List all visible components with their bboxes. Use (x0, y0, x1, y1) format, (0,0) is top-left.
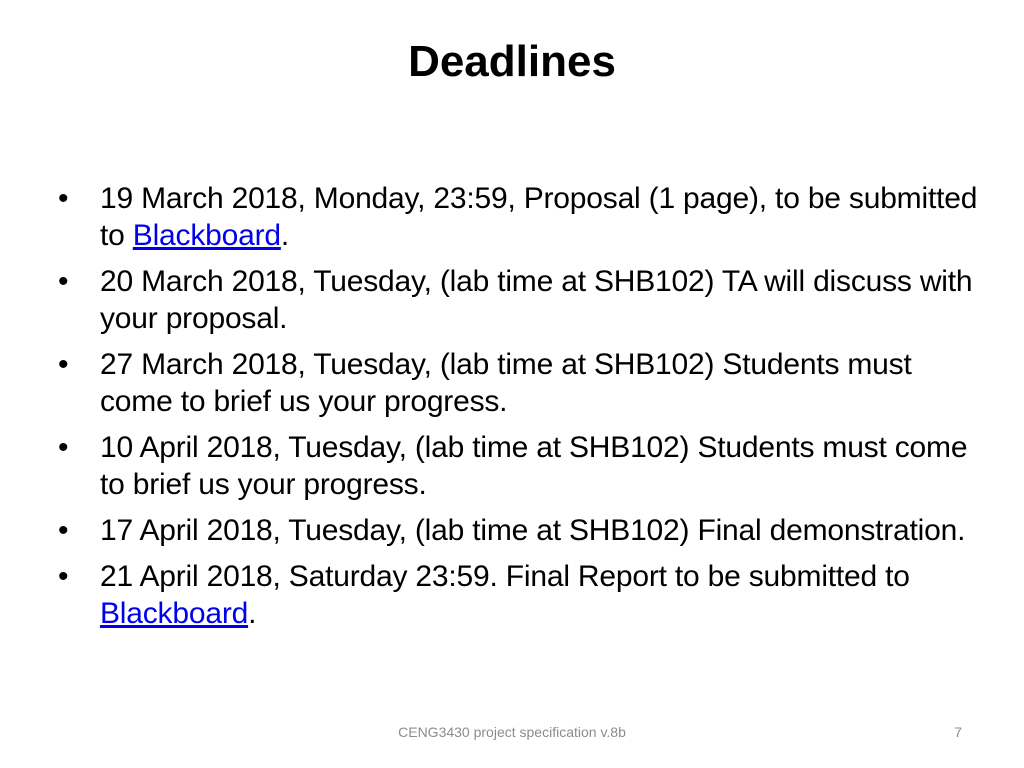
deadline-text: 19 March 2018, Monday, 23:59, Proposal (1 page), to be submitted to (100, 182, 978, 252)
deadline-item (58, 346, 978, 420)
bullet-icon: • (58, 265, 69, 298)
deadline-text: 20 March 2018, Tuesday, (lab time at SHB102) TA will discuss with your proposal. (100, 265, 973, 335)
deadline-text: 21 April 2018, Saturday 23:59. Final Report to be submitted to (100, 560, 910, 593)
slide-title: Deadlines (408, 37, 616, 86)
deadline-text: 17 April 2018, Tuesday, (lab time at SHB102) Final demonstration. (100, 514, 966, 547)
bullet-icon: • (58, 514, 69, 547)
bullet-icon: • (58, 348, 69, 381)
deadline-item (58, 263, 978, 337)
deadline-item (58, 180, 978, 254)
blackboard-link[interactable]: Blackboard (100, 597, 249, 630)
deadline-list (58, 180, 978, 641)
deadline-text: 10 April 2018, Tuesday, (lab time at SHB102) Students must come to brief us your progress. (100, 431, 968, 501)
blackboard-link[interactable]: Blackboard (132, 219, 281, 252)
deadline-text: 27 March 2018, Tuesday, (lab time at SHB102) Students must come to brief us your progress. (100, 348, 912, 418)
deadline-text-end: . (248, 597, 257, 630)
deadline-text-end: . (280, 219, 289, 252)
deadline-item (58, 429, 978, 503)
slide-footer: CENG3430 project specification v.8b (398, 724, 626, 740)
bullet-icon: • (58, 431, 69, 464)
bullet-icon: • (58, 560, 69, 593)
bullet-icon: • (58, 182, 69, 215)
deadline-item (58, 512, 978, 549)
deadline-item (58, 558, 978, 632)
page-number: 7 (954, 724, 962, 740)
